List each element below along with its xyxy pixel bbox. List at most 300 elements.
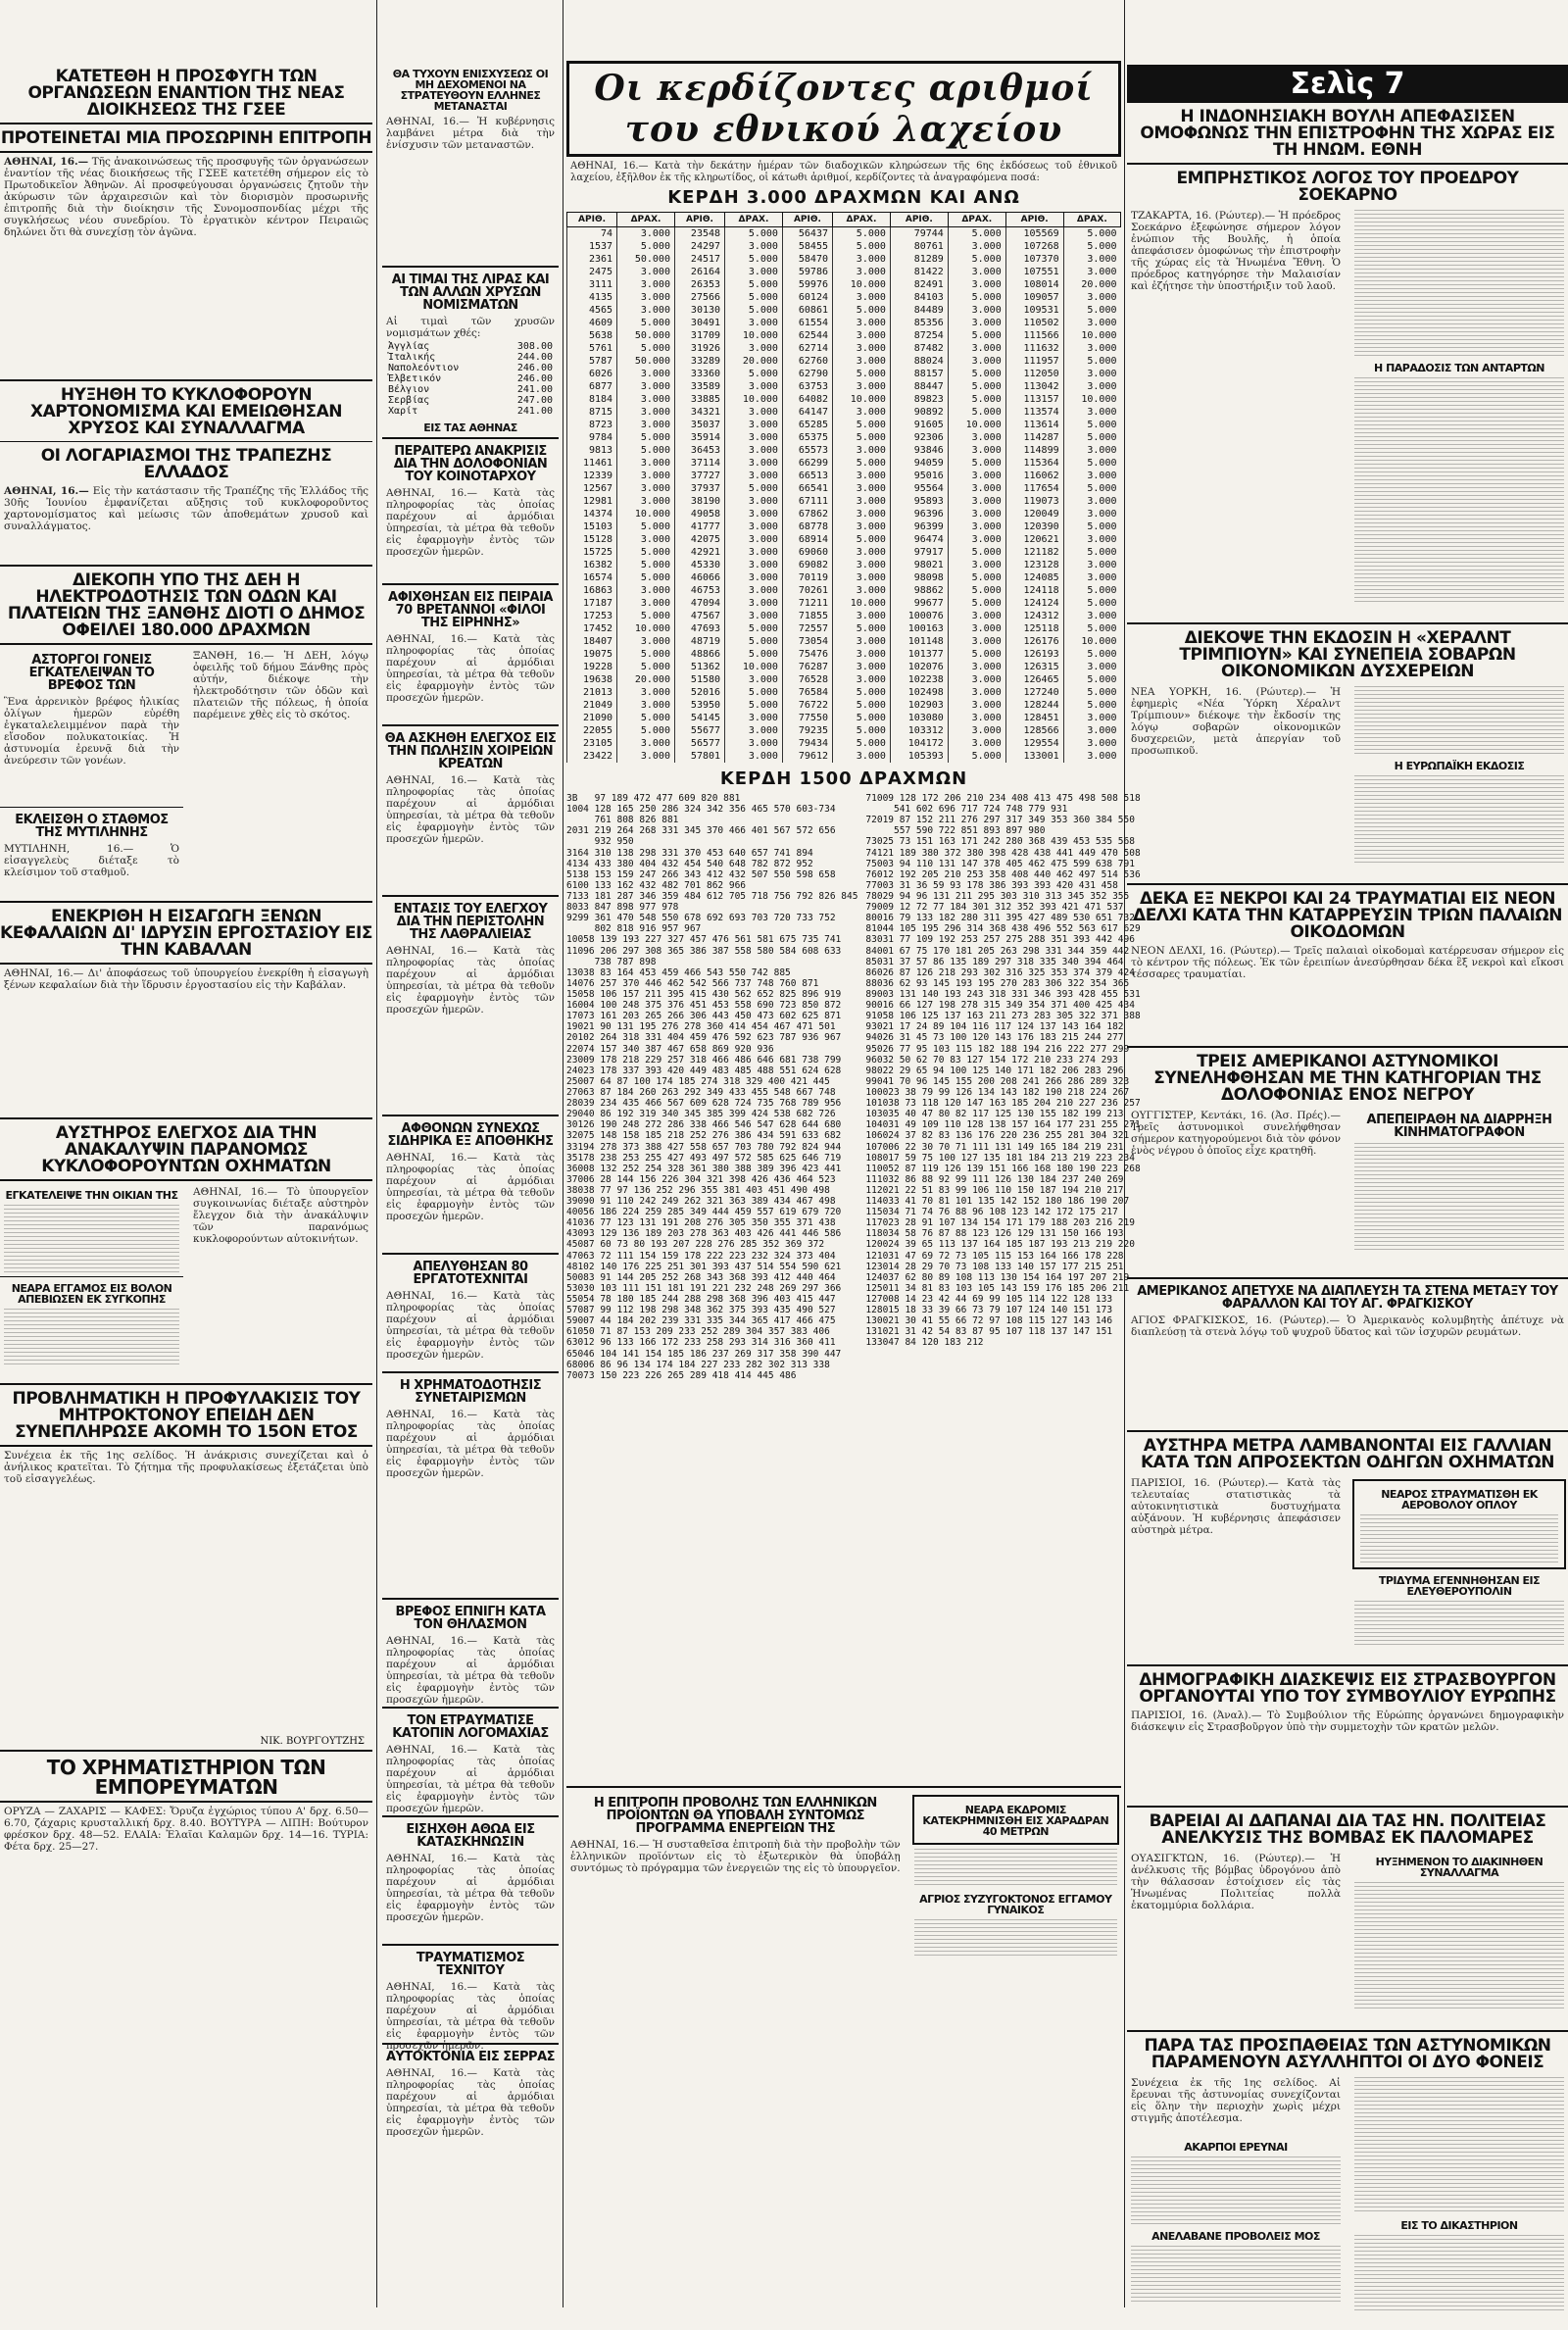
ticket-number: 56577 [674,737,724,750]
prize-amount: 3.000 [948,342,1005,355]
article-text: ΠΑΡΙΣΙΟΙ, 16. (Ρώυτερ).— Κατὰ τὰς τελευταίας στατιστικὰς τὰ αὐτοκινητιστικὰ δυστυχήματα αὐξάνουν. Ἡ κυβέρνησις ἀπεφάσισεν αὐστηρὰ μέτρα. [1131,1477,1341,1537]
ticket-number: 8184 [567,393,617,406]
ticket-number: 58455 [782,240,832,253]
prize-amount: 3.000 [948,444,1005,457]
coin-price: 241.00 [516,406,553,418]
ticket-number: 5638 [567,329,617,342]
ticket-number: 6026 [567,368,617,380]
divider [1127,622,1568,624]
page-number-tag: Σελὶς 7 [1127,65,1568,103]
price-row [388,363,553,373]
lottery-table-header [567,213,1121,227]
prize-amount: 5.000 [1063,457,1120,470]
ticket-number: 22055 [567,724,617,737]
prize-amount: 3.000 [617,584,675,597]
prize-amount: 5.000 [948,291,1005,304]
article-body [4,156,368,376]
ticket-number: 124085 [1005,571,1063,584]
table-row [567,291,1121,304]
ticket-number: 33885 [674,393,724,406]
prize-amount: 3.000 [617,304,675,317]
ticket-number: 57801 [674,750,724,763]
column-header: ΑΡΙΘ. [890,213,948,227]
ticket-number: 95016 [890,470,948,482]
prize-amount: 5.000 [948,227,1005,241]
ticket-number: 76528 [782,673,832,686]
article-headline: ΝΕΑΡΟΣ ΣΤΡΑΥΜΑΤΙΣΘΗ ΕΚ ΑΕΡΟΒΟΛΟΥ ΟΠΛΟΥ [1381,1488,1538,1512]
article-headline: Η ΠΑΡΑΔΟΣΙΣ ΤΩΝ ΑΝΤΑΡΤΩΝ [1374,362,1544,374]
table-row [567,533,1121,546]
ticket-number: 79235 [782,724,832,737]
prize-amount: 5.000 [725,648,783,661]
divider [0,963,372,965]
prize-amount: 5.000 [725,253,783,266]
divider [1127,883,1568,885]
article-text-block [1354,2077,1564,2214]
ticket-number: 23105 [567,737,617,750]
boxed-article [1352,1479,1566,1569]
ticket-number: 62714 [782,342,832,355]
divider [382,1253,559,1255]
article-text: ΝΕΑ ΥΟΡΚΗ, 16. (Ρώυτερ).— Ἡ ἐφημερὶς «Νέα Ὑόρκη Χέραλντ Τρίμπιουν» διέκοψε τὴν ἔκδοσίν της λόγῳ σοβαρῶν οἰκονομικῶν δυσχερειῶν, μετὰ ἀπεργίαν τοῦ προσωπικοῦ. [1131,686,1341,758]
prize-amount: 3.000 [725,521,783,533]
article-text-block [1354,377,1564,603]
column-header: ΑΡΙΘ. [674,213,724,227]
prize-amount: 10.000 [1063,393,1120,406]
prize-amount: 5.000 [833,712,891,724]
table-row [567,622,1121,635]
table-row [567,661,1121,673]
article-headline: ΑΥΤΟΚΤΟΝΙΑ ΕΙΣ ΣΕΡΡΑΣ [385,2050,556,2065]
ticket-number: 47567 [674,610,724,622]
table-row [567,737,1121,750]
ticket-number: 48866 [674,648,724,661]
prize-amount: 3.000 [833,673,891,686]
column-header: ΑΡΙΘ. [782,213,832,227]
table-row [567,393,1121,406]
ticket-number: 16574 [567,571,617,584]
article-headline: ΠΑΡΑ ΤΑΣ ΠΡΟΣΠΑΘΕΙΑΣ ΤΩΝ ΑΣΤΥΝΟΜΙΚΩΝ ΠΑΡΑΜΕΝΟΥΝ ΑΣΥΛΛΗΠΤΟΙ ΟΙ ΔΥΟ ΦΟΝΕΙΣ [1144,2036,1551,2072]
ticket-number: 121182 [1005,546,1063,559]
prize-amount: 3.000 [1063,368,1120,380]
prize-amount: 5.000 [1063,546,1120,559]
ticket-number: 100076 [890,610,948,622]
article-text-block [1354,210,1564,357]
article-headline: ΘΑ ΑΣΚΗΘΗ ΕΛΕΓΧΟΣ ΕΙΣ ΤΗΝ ΠΩΛΗΣΙΝ ΧΟΙΡΕΙΩΝ ΚΡΕΑΤΩΝ [384,731,557,772]
prize-amount: 3.000 [833,521,891,533]
ticket-number: 111566 [1005,329,1063,342]
table-row [567,278,1121,291]
ticket-number: 126315 [1005,661,1063,673]
article-columns [566,1791,1121,1960]
prize-amount: 5.000 [725,291,783,304]
boxed-article [912,1795,1119,1845]
ticket-number: 15128 [567,533,617,546]
prize-amount: 3.000 [833,508,891,521]
table-row [567,431,1121,444]
ticket-number: 87254 [890,329,948,342]
article-headline: ΔΕΚΑ ΕΞ ΝΕΚΡΟΙ ΚΑΙ 24 ΤΡΑΥΜΑΤΙΑΙ ΕΙΣ ΝΕΟΝ ΔΕΛΧΙ ΚΑΤΑ ΤΗΝ ΚΑΤΑΡΡΕΥΣΙΝ ΤΡΙΩΝ ΠΑΛΑΙΩΝ ΟΙΚΟΔΟΜΩΝ [1133,889,1562,942]
ticket-number: 4609 [567,317,617,329]
divider [1127,163,1568,165]
prize-amount: 3.000 [833,635,891,648]
article-headline: ΤΟΝ ΕΤΡΑΥΜΑΤΙΣΕ ΚΑΤΟΠΙΝ ΛΟΓΟΜΑΧΙΑΣ [392,1713,549,1742]
ticket-number: 107370 [1005,253,1063,266]
prize-amount: 3.000 [617,533,675,546]
price-row [388,341,553,352]
prize-amount: 3.000 [617,495,675,508]
article-columns [1127,1851,1568,2027]
prize-amount: 10.000 [725,393,783,406]
prize-amount: 10.000 [725,329,783,342]
divider [1127,1664,1568,1666]
prize-amount: 5.000 [617,444,675,457]
coin-name: Ἀγγλίας [388,341,430,353]
divider [1127,1806,1568,1808]
ticket-number: 79434 [782,737,832,750]
prize-amount: 5.000 [617,342,675,355]
ticket-number: 15725 [567,546,617,559]
ticket-number: 3111 [567,278,617,291]
table-row [567,419,1121,431]
prize-amount: 5.000 [617,317,675,329]
ticket-number: 64147 [782,406,832,419]
article-headline: ΕΙΣΗΧΘΗ ΑΘΩΑ ΕΙΣ ΚΑΤΑΣΚΗΝΩΣΙΝ [406,1822,535,1851]
article-text: ΑΘΗΝΑΙ, 16.— Κατὰ τὰς πληροφορίας τὰς ὁποίας παρέχουν αἱ ἁρμόδιαι ὑπηρεσίαι, τὰ μέτρα θὰ τεθοῦν εἰς ἐφαρμογὴν ἐντὸς τῶν προσεχῶν ἡμερῶν. [386,1290,555,1362]
lottery-number-list [566,793,1141,1783]
column-header: ΔΡΑΧ. [725,213,783,227]
ticket-number: 107268 [1005,240,1063,253]
prize-amount: 3.000 [833,610,891,622]
prize-amount: 5.000 [833,622,891,635]
ticket-number: 21049 [567,699,617,712]
prize-amount: 3.000 [725,737,783,750]
ticket-number: 51580 [674,673,724,686]
article-headline: ΕΚΛΕΙΣΘΗ Ο ΣΤΑΘΜΟΣ ΤΗΣ ΜΥΤΙΛΗΝΗΣ [15,813,169,840]
column-header: ΔΡΑΧ. [1063,213,1120,227]
article-headline: ΑΚΑΡΠΟΙ ΕΡΕΥΝΑΙ [1184,2141,1288,2154]
ticket-number: 49058 [674,508,724,521]
prize-amount: 3.000 [833,253,891,266]
prize-amount: 3.000 [725,546,783,559]
prize-amount: 3.000 [948,317,1005,329]
article-headline: ΤΡΙΔΥΜΑ ΕΓΕΝΝΗΘΗΣΑΝ ΕΙΣ ΕΛΕΥΘΕΡΟΥΠΟΛΙΝ [1378,1574,1541,1598]
ticket-number: 72557 [782,622,832,635]
prize-amount: 5.000 [617,431,675,444]
article-headline: ΕΓΚΑΤΕΛΕΙΨΕ ΤΗΝ ΟΙΚΙΑΝ ΤΗΣ [5,1189,178,1202]
prize-amount: 3.000 [1063,253,1120,266]
table-row [567,266,1121,278]
prize-amount: 3.000 [725,610,783,622]
prize-amount: 50.000 [617,253,675,266]
prize-amount: 3.000 [725,724,783,737]
ticket-number: 111632 [1005,342,1063,355]
prize-amount: 5.000 [948,457,1005,470]
ticket-number: 73054 [782,635,832,648]
prize-amount: 5.000 [948,253,1005,266]
article-columns [1127,684,1568,880]
ticket-number: 11461 [567,457,617,470]
ticket-number: 123128 [1005,559,1063,571]
ticket-number: 75476 [782,648,832,661]
ticket-number: 69082 [782,559,832,571]
prize-amount: 3.000 [948,673,1005,686]
prize-amount: 3.000 [617,686,675,699]
article-text-block [1354,775,1564,864]
prize-amount: 3.000 [833,406,891,419]
prize-amount: 3.000 [833,559,891,571]
prize-amount: 3.000 [1063,508,1120,521]
prize-amount: 3.000 [725,457,783,470]
ticket-number: 116062 [1005,470,1063,482]
ticket-number: 24517 [674,253,724,266]
price-row [388,384,553,395]
ticket-number: 12567 [567,482,617,495]
prize-amount: 5.000 [1063,355,1120,368]
prize-amount: 5.000 [948,368,1005,380]
prize-amount: 3.000 [948,610,1005,622]
article-headline: ΒΡΕΦΟΣ ΕΠΝΙΓΗ ΚΑΤΑ ΤΟΝ ΘΗΛΑΣΜΟΝ [395,1605,546,1633]
ticket-number: 98098 [890,571,948,584]
right-column [1127,0,1568,2330]
prize-amount: 5.000 [948,597,1005,610]
ticket-number: 31709 [674,329,724,342]
ticket-number: 80761 [890,240,948,253]
ticket-number: 67862 [782,508,832,521]
prize-amount: 3.000 [725,584,783,597]
article-text: Ἓνα ἀρρενικὸν βρέφος ἡλικίας ὀλίγων ἡμερῶν εὑρέθη ἐγκαταλελειμμένον παρὰ τὴν εἴσοδον πολυκατοικίας. Ἡ ἀστυνομία ἐρευνᾷ διὰ τὴν ἀνεύρεσιν τῶν γονέων. [4,696,179,768]
table-row [567,470,1121,482]
ticket-number: 36453 [674,444,724,457]
ticket-number: 2361 [567,253,617,266]
ticket-number: 107551 [1005,266,1063,278]
ticket-number: 66541 [782,482,832,495]
ticket-number: 33360 [674,368,724,380]
ticket-number: 37727 [674,470,724,482]
prize-amount: 5.000 [833,368,891,380]
article-text: ΑΘΗΝΑΙ, 16.— Κατὰ τὰς πληροφορίας τὰς ὁποίας παρέχουν αἱ ἁρμόδιαι ὑπηρεσίαι, τὰ μέτρα θὰ τεθοῦν εἰς ἐφαρμογὴν ἐντὸς τῶν προσεχῶν ἡμερῶν. [386,2067,555,2139]
prize-amount: 10.000 [833,278,891,291]
ticket-number: 76584 [782,686,832,699]
coin-price: 241.00 [516,384,553,396]
prize-amount: 5.000 [725,278,783,291]
ticket-number: 128451 [1005,712,1063,724]
prize-amount: 3.000 [725,673,783,686]
ticket-number: 68914 [782,533,832,546]
prize-amount: 3.000 [725,559,783,571]
article-headline: ΤΡΕΙΣ ΑΜΕΡΙΚΑΝΟΙ ΑΣΤΥΝΟΜΙΚΟΙ ΣΥΝΕΛΗΦΘΗΣΑΝ ΜΕ ΤΗΝ ΚΑΤΗΓΟΡΙΑΝ ΤΗΣ ΔΟΛΟΦΟΝΙΑΣ ΕΝΟΣ ΝΕΓΡΟΥ [1153,1052,1542,1105]
ticket-number: 74 [567,227,617,241]
coin-name: Χαρίτ [388,406,418,418]
prize-amount: 3.000 [1063,266,1120,278]
article-text: ΜΥΤΙΛΗΝΗ, 16.— Ὁ εἰσαγγελεὺς διέταξε τὸ κλείσιμον τοῦ σταθμοῦ. [4,843,179,879]
ticket-number: 59976 [782,278,832,291]
ticket-number: 127240 [1005,686,1063,699]
prize-amount: 20.000 [617,673,675,686]
ticket-number: 126465 [1005,673,1063,686]
prize-amount: 5.000 [1063,227,1120,241]
ticket-number: 19638 [567,673,617,686]
prize-amount: 5.000 [1063,699,1120,712]
divider [0,1117,372,1119]
prize-amount: 3.000 [948,431,1005,444]
ticket-number: 4135 [567,291,617,304]
article-text-block [914,1849,1117,1888]
prize-amount: 3.000 [948,686,1005,699]
prize-amount: 3.000 [948,712,1005,724]
prize-amount: 5.000 [833,533,891,546]
ticket-number: 30491 [674,317,724,329]
prize-amount: 10.000 [1063,329,1120,342]
ticket-number: 17187 [567,597,617,610]
divider [382,895,559,897]
ticket-number: 27566 [674,291,724,304]
ticket-number: 81289 [890,253,948,266]
article-text: Συνέχεια ἐκ τῆς 1ης σελίδος. Ἡ ἀνάκρισις συνεχίζεται καὶ ὁ ἀνήλικος κρατεῖται. Τὸ ζήτημα τῆς προφυλακίσεως ἐξετάζεται ὑπὸ τοῦ εἰσαγγελέως. [4,1450,368,1486]
prize-amount: 3.000 [725,597,783,610]
ticket-number: 114899 [1005,444,1063,457]
article-text: ΑΘΗΝΑΙ, 16.— Κατὰ τὰς πληροφορίας τὰς ὁποίας παρέχουν αἱ ἁρμόδιαι ὑπηρεσίαι, τὰ μέτρα θὰ τεθοῦν εἰς ἐφαρμογὴν ἐντὸς τῶν προσεχῶν ἡμερῶν. [386,1744,555,1815]
ticket-number: 117654 [1005,482,1063,495]
coin-name: Ἑλβετικόν [388,373,442,385]
table-row [567,724,1121,737]
ticket-number: 23422 [567,750,617,763]
prize-amount: 3.000 [1063,470,1120,482]
ticket-number: 18407 [567,635,617,648]
prize-amount: 3.000 [833,482,891,495]
prize-amount: 3.000 [725,571,783,584]
table-row [567,342,1121,355]
prize-amount: 3.000 [1063,533,1120,546]
ticket-number: 9784 [567,431,617,444]
ticket-number: 115364 [1005,457,1063,470]
ticket-number: 47094 [674,597,724,610]
ticket-number: 41777 [674,521,724,533]
prize-amount: 3.000 [948,622,1005,635]
ticket-number: 37937 [674,482,724,495]
prize-amount: 50.000 [617,329,675,342]
prize-amount: 5.000 [725,368,783,380]
ticket-number: 71855 [782,610,832,622]
ticket-number: 12981 [567,495,617,508]
ticket-number: 88447 [890,380,948,393]
ticket-number: 119073 [1005,495,1063,508]
prize-amount: 3.000 [833,444,891,457]
article-headline: ΑΠΕΠΕΙΡΑΘΗ ΝΑ ΔΙΑΡΡΗΞΗ ΚΙΝΗΜΑΤΟΓΡΑΦΟΝ [1366,1113,1552,1140]
lottery-table [566,212,1121,763]
article-headline: ΝΕΑΡΑ ΕΚΔΡΟΜΙΣ ΚΑΤΕΚΡΗΜΝΙΣΘΗ ΕΙΣ ΧΑΡΑΔΡΑΝ 40 ΜΕΤΡΩΝ [922,1804,1109,1838]
ticket-number: 110502 [1005,317,1063,329]
prize-amount: 5.000 [1063,521,1120,533]
price-row [388,395,553,406]
prize-amount: 5.000 [1063,648,1120,661]
ticket-number: 24297 [674,240,724,253]
article-headline: Η ΙΝΔΟΝΗΣΙΑΚΗ ΒΟΥΛΗ ΑΠΕΦΑΣΙΣΕΝ ΟΜΟΦΩΝΩΣ ΤΗΝ ΕΠΙΣΤΡΟΦΗΝ ΤΗΣ ΧΩΡΑΣ ΕΙΣ ΤΗ ΗΝΩΜ. ΕΘΝΗ [1140,107,1555,160]
prize-amount: 5.000 [948,329,1005,342]
prize-amount: 3.000 [833,584,891,597]
ticket-number: 46066 [674,571,724,584]
prize-amount: 3.000 [1063,406,1120,419]
prize-amount: 10.000 [617,508,675,521]
article-text-block [1131,2156,1341,2225]
prize-amount: 5.000 [948,750,1005,763]
prize-amount: 3.000 [617,291,675,304]
prize-amount: 3.000 [1063,571,1120,584]
prize-amount: 5.000 [833,431,891,444]
prize-amount: 3.000 [833,546,891,559]
ticket-number: 9813 [567,444,617,457]
divider [1127,1430,1568,1432]
prize-amount: 3.000 [1063,342,1120,355]
prize-amount: 3.000 [948,635,1005,648]
ticket-number: 47693 [674,622,724,635]
prize-amount: 3.000 [833,380,891,393]
prize-amount: 5.000 [948,648,1005,661]
prize-amount: 3.000 [617,227,675,241]
article-text: ΑΘΗΝΑΙ, 16.— Κατὰ τὰς πληροφορίας τὰς ὁποίας παρέχουν αἱ ἁρμόδιαι ὑπηρεσίαι, τὰ μέτρα θὰ τεθοῦν εἰς ἐφαρμογὴν ἐντὸς τῶν προσεχῶν ἡμερῶν. [386,1853,555,1924]
ticket-number: 109057 [1005,291,1063,304]
prize-amount: 3.000 [833,329,891,342]
article-text: ΑΘΗΝΑΙ, 16.— Ἡ συσταθεῖσα ἐπιτροπὴ διὰ τὴν προβολὴν τῶν ἑλληνικῶν προϊόντων εἰς τὸ ἐξωτερικὸν θὰ ὑποβάλῃ συντόμως τὸ πρόγραμμα τῶν ἐνεργειῶν της εἰς τὸ ὑπουργεῖον. [570,1839,901,1875]
ticket-number: 120390 [1005,521,1063,533]
price-row [388,406,553,417]
divider [0,441,372,442]
ticket-number: 101148 [890,635,948,648]
ticket-number: 88024 [890,355,948,368]
table-row [567,635,1121,648]
prize-amount: 3.000 [617,368,675,380]
ticket-number: 96396 [890,508,948,521]
article-headline: ΔΗΜΟΓΡΑΦΙΚΗ ΔΙΑΣΚΕΨΙΣ ΕΙΣ ΣΤΡΑΣΒΟΥΡΓΟΝ ΟΡΓΑΝΟΥΤΑΙ ΥΠΟ ΤΟΥ ΣΥΜΒΟΥΛΙΟΥ ΕΥΡΩΠΗΣ [1139,1670,1556,1707]
prize-amount: 3.000 [617,482,675,495]
article-columns [1127,2075,1568,2330]
prize-amount: 3.000 [948,304,1005,317]
prize-amount: 5.000 [833,737,891,750]
prize-amount: 3.000 [725,317,783,329]
ticket-number: 91605 [890,419,948,431]
article-headline: ΑΥΣΤΗΡΟΣ ΕΛΕΓΧΟΣ ΔΙΑ ΤΗΝ ΑΝΑΚΑΛΥΨΙΝ ΠΑΡΑΝΟΜΩΣ ΚΥΚΛΟΦΟΡΟΥΝΤΩΝ ΟΧΗΜΑΤΩΝ [41,1123,331,1176]
table-row [567,495,1121,508]
ticket-number: 51362 [674,661,724,673]
divider [0,565,372,567]
article-text-block [1354,1882,1564,2009]
ticket-number: 128244 [1005,699,1063,712]
prize-amount: 3.000 [1063,291,1120,304]
prize-amount: 5.000 [617,661,675,673]
ticket-number: 45330 [674,559,724,571]
prize-amount: 3.000 [948,699,1005,712]
article-subheadline: ΕΜΠΡΗΣΤΙΚΟΣ ΛΟΓΟΣ ΤΟΥ ΠΡΟΕΔΡΟΥ ΣΟΕΚΑΡΝΟ [1176,169,1519,205]
ticket-number: 87482 [890,342,948,355]
prize-amount: 5.000 [725,699,783,712]
table-row [567,508,1121,521]
ticket-number: 14374 [567,508,617,521]
ticket-number: 133001 [1005,750,1063,763]
prize-amount: 3.000 [833,571,891,584]
article-headline: ΔΙΕΚΟΠΗ ΥΠΟ ΤΗΣ ΔΕΗ Η ΗΛΕΚΤΡΟΔΟΤΗΣΙΣ ΤΩΝ ΟΔΩΝ ΚΑΙ ΠΛΑΤΕΙΩΝ ΤΗΣ ΞΑΝΘΗΣ ΔΙΟΤΙ Ο ΔΗΜΟΣ ΟΦΕΙΛΕΙ 180.000 ΔΡΑΧΜΩΝ [7,570,366,640]
ticket-number: 125118 [1005,622,1063,635]
ticket-number: 42921 [674,546,724,559]
prize-amount: 5.000 [833,304,891,317]
prize-amount: 5.000 [617,712,675,724]
ticket-number: 113574 [1005,406,1063,419]
prize-amount: 3.000 [725,495,783,508]
article-text: ΟΥΓΓΙΣΤΕΡ, Κεντάκι, 16. (Ἀσ. Πρές).— Τρεῖς ἀστυνομικοὶ συνελήφθησαν σήμερον κατηγορούμενοι διὰ τὸν φόνον ἑνὸς νέγρου ὁ ὁποῖος εἶχε κρατηθῆ. [1131,1110,1341,1158]
article-text: Τῆς ἀνακοινώσεως τῆς προσφυγῆς τῶν ὀργανώσεων ἐναντίον τῆς νέας διοικήσεως τῆς ΓΣΕΕ κατετέθη σήμερον εἰς τὸ Πρωτοδικεῖον Ἀθηνῶν. Αἱ προσφεύγουσαι ὀργανώσεις ζητοῦν τὴν ἀκύρωσιν τῶν ἀρχαιρεσιῶν καὶ τὸν διορισμὸν προσωρινῆς ἐπιτροπῆς διὰ τὴν διοίκησιν τῆς Συνομοσπονδίας μέχρι τῆς συγκλήσεως νέου συνεδρίου. Τὸ ἐργατικὸν κέντρον Πειραιῶς δηλώνει ὅτι θὰ συνεχίσῃ τὸν ἀγῶνα. [4,156,368,239]
prize-amount: 3.000 [617,278,675,291]
table-row [567,686,1121,699]
prize-amount: 3.000 [617,597,675,610]
